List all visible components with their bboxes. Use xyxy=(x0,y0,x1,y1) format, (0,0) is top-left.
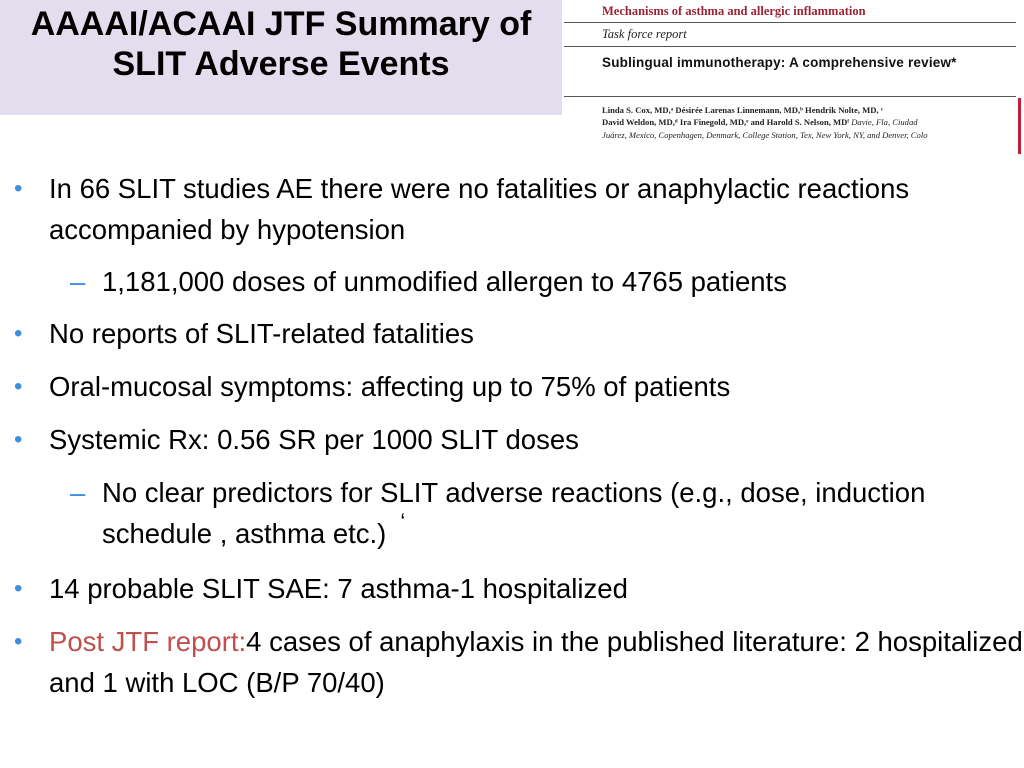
bullet-text: 1,181,000 doses of unmodified allergen to 4765 patients xyxy=(102,266,787,297)
slide-title: AAAAI/ACAAI JTF Summary of SLIT Adverse Events xyxy=(30,4,532,83)
sub-bullet-item xyxy=(0,261,1024,302)
title-box xyxy=(0,0,562,115)
bullet-text: Systemic Rx: 0.56 SR per 1000 SLIT doses xyxy=(49,424,579,455)
sub-bullet-item xyxy=(0,472,1024,556)
paper-type: Task force report xyxy=(602,27,687,41)
bullet-text: No reports of SLIT-related fatalities xyxy=(49,318,474,349)
bullet-list xyxy=(0,168,1024,703)
affiliations-b: Juárez, Mexico, Copenhagen, Denmark, College Station, Tex, New York, NY, and Denver, Colo xyxy=(602,129,928,140)
bullet-item xyxy=(0,419,1024,460)
divider xyxy=(564,96,1016,97)
divider xyxy=(564,46,1016,47)
authors-line-1: Linda S. Cox, MD,ᵃ Désirée Larenas Linnemann, MD,ᵇ Hendrik Nolte, MD, ᶜ xyxy=(602,105,883,115)
bullet-text: In 66 SLIT studies AE there were no fatalities or anaphylactic reactions accompanied by hypotension xyxy=(49,173,910,245)
red-accent-bar xyxy=(1018,98,1021,154)
paper-header-image xyxy=(564,0,1024,155)
paper-title: Sublingual immunotherapy: A comprehensive review* xyxy=(602,55,957,70)
bullet-item xyxy=(0,621,1024,703)
bullet-item xyxy=(0,313,1024,354)
bullet-item xyxy=(0,366,1024,407)
bullet-text: 14 probable SLIT SAE: 7 asthma-1 hospitalized xyxy=(49,573,628,604)
divider xyxy=(564,22,1016,23)
bullet-text: No clear predictors for SLIT adverse reactions (e.g., dose, induction schedule , asthma etc.) xyxy=(102,477,926,549)
paper-section: Mechanisms of asthma and allergic inflammation xyxy=(602,4,866,18)
bullet-item xyxy=(0,568,1024,609)
authors-names-2: David Weldon, MD,ᵈ Ira Finegold, MD,ᵉ and Harold S. Nelson, MDᶠ xyxy=(602,117,850,128)
bullet-item xyxy=(0,168,1024,250)
affiliations-a: Davie, Fla, Ciudad xyxy=(851,117,918,128)
paper-authors xyxy=(602,104,1012,141)
authors-line-2 xyxy=(602,116,1012,128)
highlight-text: Post JTF report: xyxy=(49,626,247,657)
bullet-text: 4 cases of anaphylaxis in the published literature: 2 hospitalized and 1 with LOC (B/P 70/40) xyxy=(49,626,1023,698)
bullet-text: Oral-mucosal symptoms: affecting up to 75% of patients xyxy=(49,371,731,402)
stray-mark: ‘ xyxy=(400,509,406,534)
